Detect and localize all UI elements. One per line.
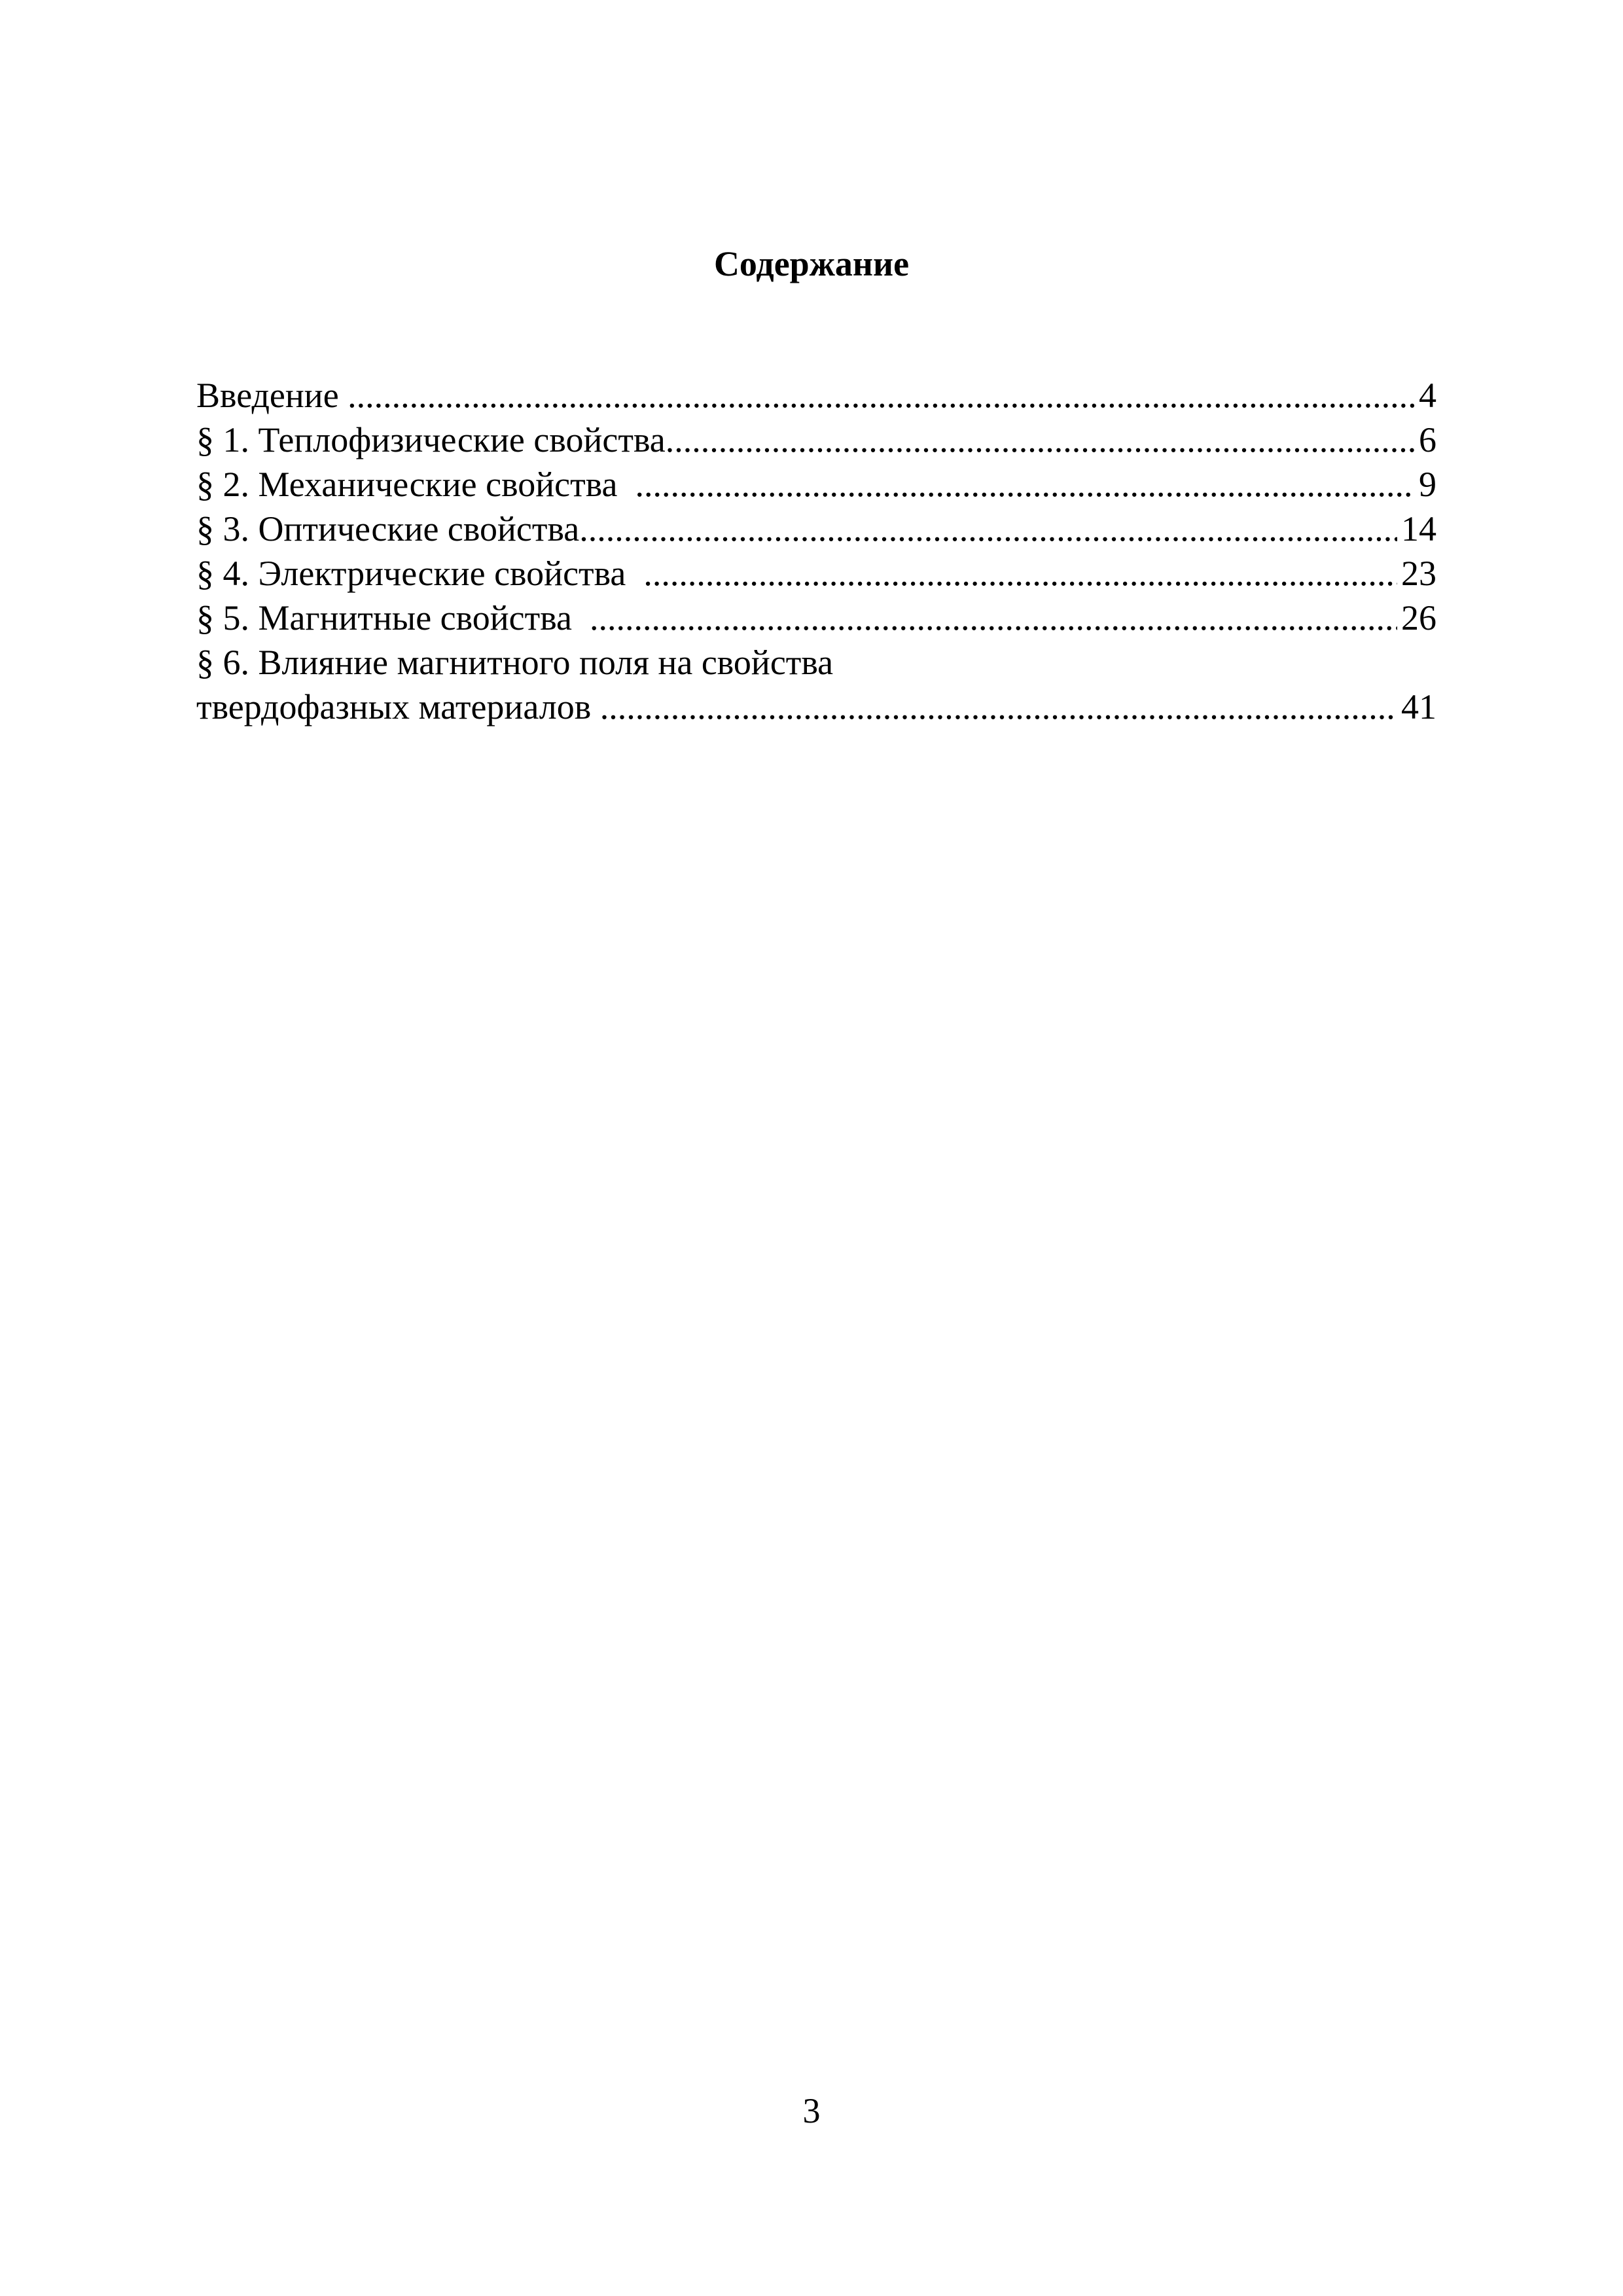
toc-entry-introduction [196,373,1436,418]
toc-entry-page: 6 [1419,420,1436,459]
toc-dot-leader [666,418,1415,462]
toc-entry-title: § 4. Электрические свойства [196,554,644,593]
toc-entry-page: 4 [1419,376,1436,415]
toc-entry-page: 14 [1401,509,1436,548]
toc-entry-section-6 [196,685,1436,729]
toc-dot-leader [590,596,1397,640]
toc-entry-page: 26 [1401,598,1436,637]
table-of-contents [196,373,1436,729]
toc-dot-leader [635,462,1415,507]
toc-dot-leader [643,551,1397,596]
toc-dot-leader [348,373,1415,418]
page-title: Содержание [713,244,910,283]
toc-entry-title: § 2. Механические свойства [196,465,635,504]
toc-entry-section-5 [196,596,1436,640]
toc-entry-title: твердофазных материалов [196,687,600,726]
toc-entry-title: Введение [196,376,348,415]
toc-dot-leader [579,507,1397,551]
toc-entry-page: 41 [1401,687,1436,726]
toc-entry-section-6-title: § 6. Влияние магнитного поля на свойства [196,643,834,682]
toc-dot-leader [600,685,1397,729]
toc-entry-section-2 [196,462,1436,507]
toc-entry-title: § 5. Магнитные свойства [196,598,590,637]
toc-entry-page: 23 [1401,554,1436,593]
toc-entry-section-4 [196,551,1436,596]
toc-entry-section-1 [196,418,1436,462]
toc-entry-section-3 [196,507,1436,551]
toc-entry-title: § 3. Оптические свойства [196,509,580,548]
toc-entry-page: 9 [1419,465,1436,504]
toc-entry-title: § 1. Теплофизические свойства [196,420,666,459]
page-number: 3 [802,2091,821,2130]
